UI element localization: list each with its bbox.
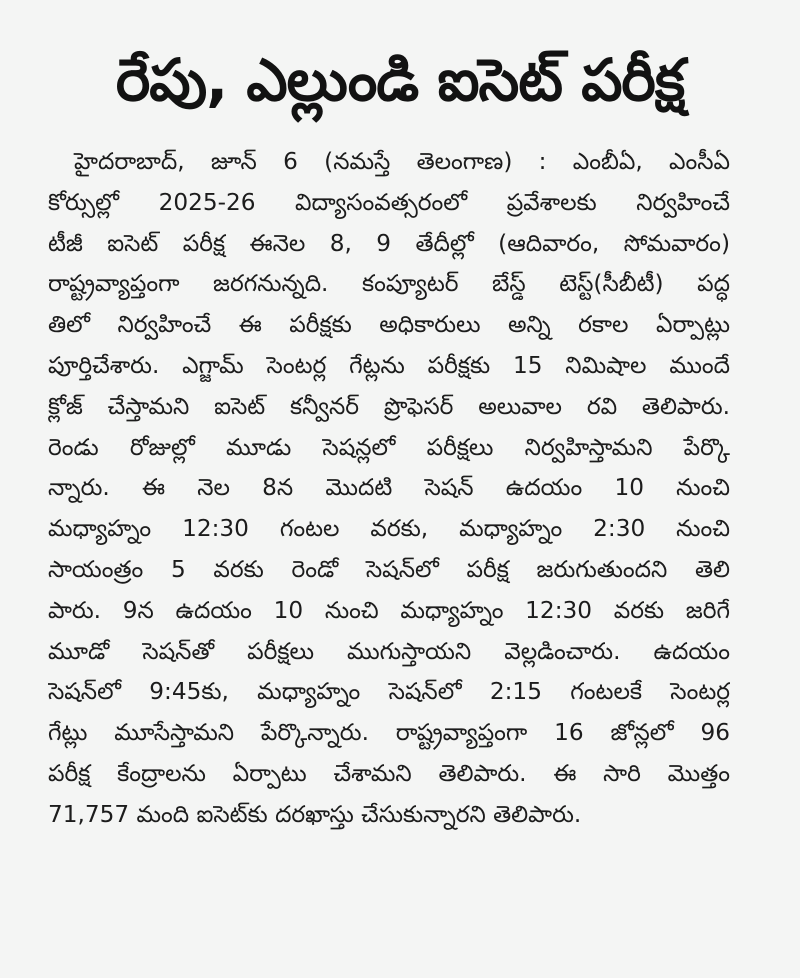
article-line: పరీక్ష కేంద్రాలను ఏర్పాటు చేశామని తెలిపారు. ఈ సారి మొత్తం — [48, 759, 730, 787]
article-headline: రేపు, ఎల్లుండి ఐసెట్ పరీక్ష — [115, 46, 685, 114]
article-line: రెండు రోజుల్లో మూడు సెషన్లలో పరీక్షలు నిర్వహిస్తామని పేర్కొ — [48, 433, 730, 461]
article-line: న్నారు. ఈ నెల 8న మొదటి సెషన్ ఉదయం 10 నుంచి — [48, 474, 730, 502]
article-line: క్లోజ్ చేస్తామని ఐసెట్ కన్వీనర్ ప్రొఫెసర్ అలువాల రవి తెలిపారు. — [48, 392, 730, 420]
article-line: తిలో నిర్వహించే ఈ పరీక్షకు అధికారులు అన్ని రకాల ఏర్పాట్లు — [48, 311, 730, 339]
article-line: సాయంత్రం 5 వరకు రెండో సెషన్‌లో పరీక్ష జరుగుతుందని తెలి — [48, 555, 730, 583]
article-line: 71,757 మంది ఐసెట్‌కు దరఖాస్తు చేసుకున్నారని తెలిపారు. — [48, 800, 582, 828]
article-line: సెషన్‌లో 9:45కు, మధ్యాహ్నం సెషన్‌లో 2:15 గంటలకే సెంటర్ల — [48, 678, 730, 706]
article-line: పూర్తిచేశారు. ఎగ్జామ్ సెంటర్ల గేట్లను పరీక్షకు 15 నిమిషాల ముందే — [48, 351, 730, 379]
article-line: పారు. 9న ఉదయం 10 నుంచి మధ్యాహ్నం 12:30 వరకు జరిగే — [48, 596, 730, 624]
previous-article-cut-text — [52, 0, 382, 16]
article-line: హైదరాబాద్, జూన్ 6 (నమస్తే తెలంగాణ) : ఎంబీఏ, ఎంసీఏ — [74, 148, 730, 175]
article-line: గేట్లు మూసేస్తామని పేర్కొన్నారు. రాష్ట్రవ్యాప్తంగా 16 జోన్లలో 96 — [48, 719, 730, 747]
article-line: మధ్యాహ్నం 12:30 గంటల వరకు, మధ్యాహ్నం 2:30 నుంచి — [48, 515, 730, 543]
article-line: టీజీ ఐసెట్ పరీక్ష ఈనెల 8, 9 తేదీల్లో (ఆదివారం, సోమవారం) — [48, 229, 730, 257]
article-line: కోర్సుల్లో 2025-26 విద్యాసంవత్సరంలో ప్రవేశాలకు నిర్వహించే — [48, 188, 730, 216]
article-line: రాష్ట్రవ్యాప్తంగా జరగనున్నది. కంప్యూటర్ బేస్డ్ టెస్ట్(సీబీటీ) పద్ధ — [48, 270, 730, 298]
article-body — [48, 142, 730, 836]
article-line: మూడో సెషన్‌తో పరీక్షలు ముగుస్తాయని వెల్లడించారు. ఉదయం — [48, 637, 730, 665]
